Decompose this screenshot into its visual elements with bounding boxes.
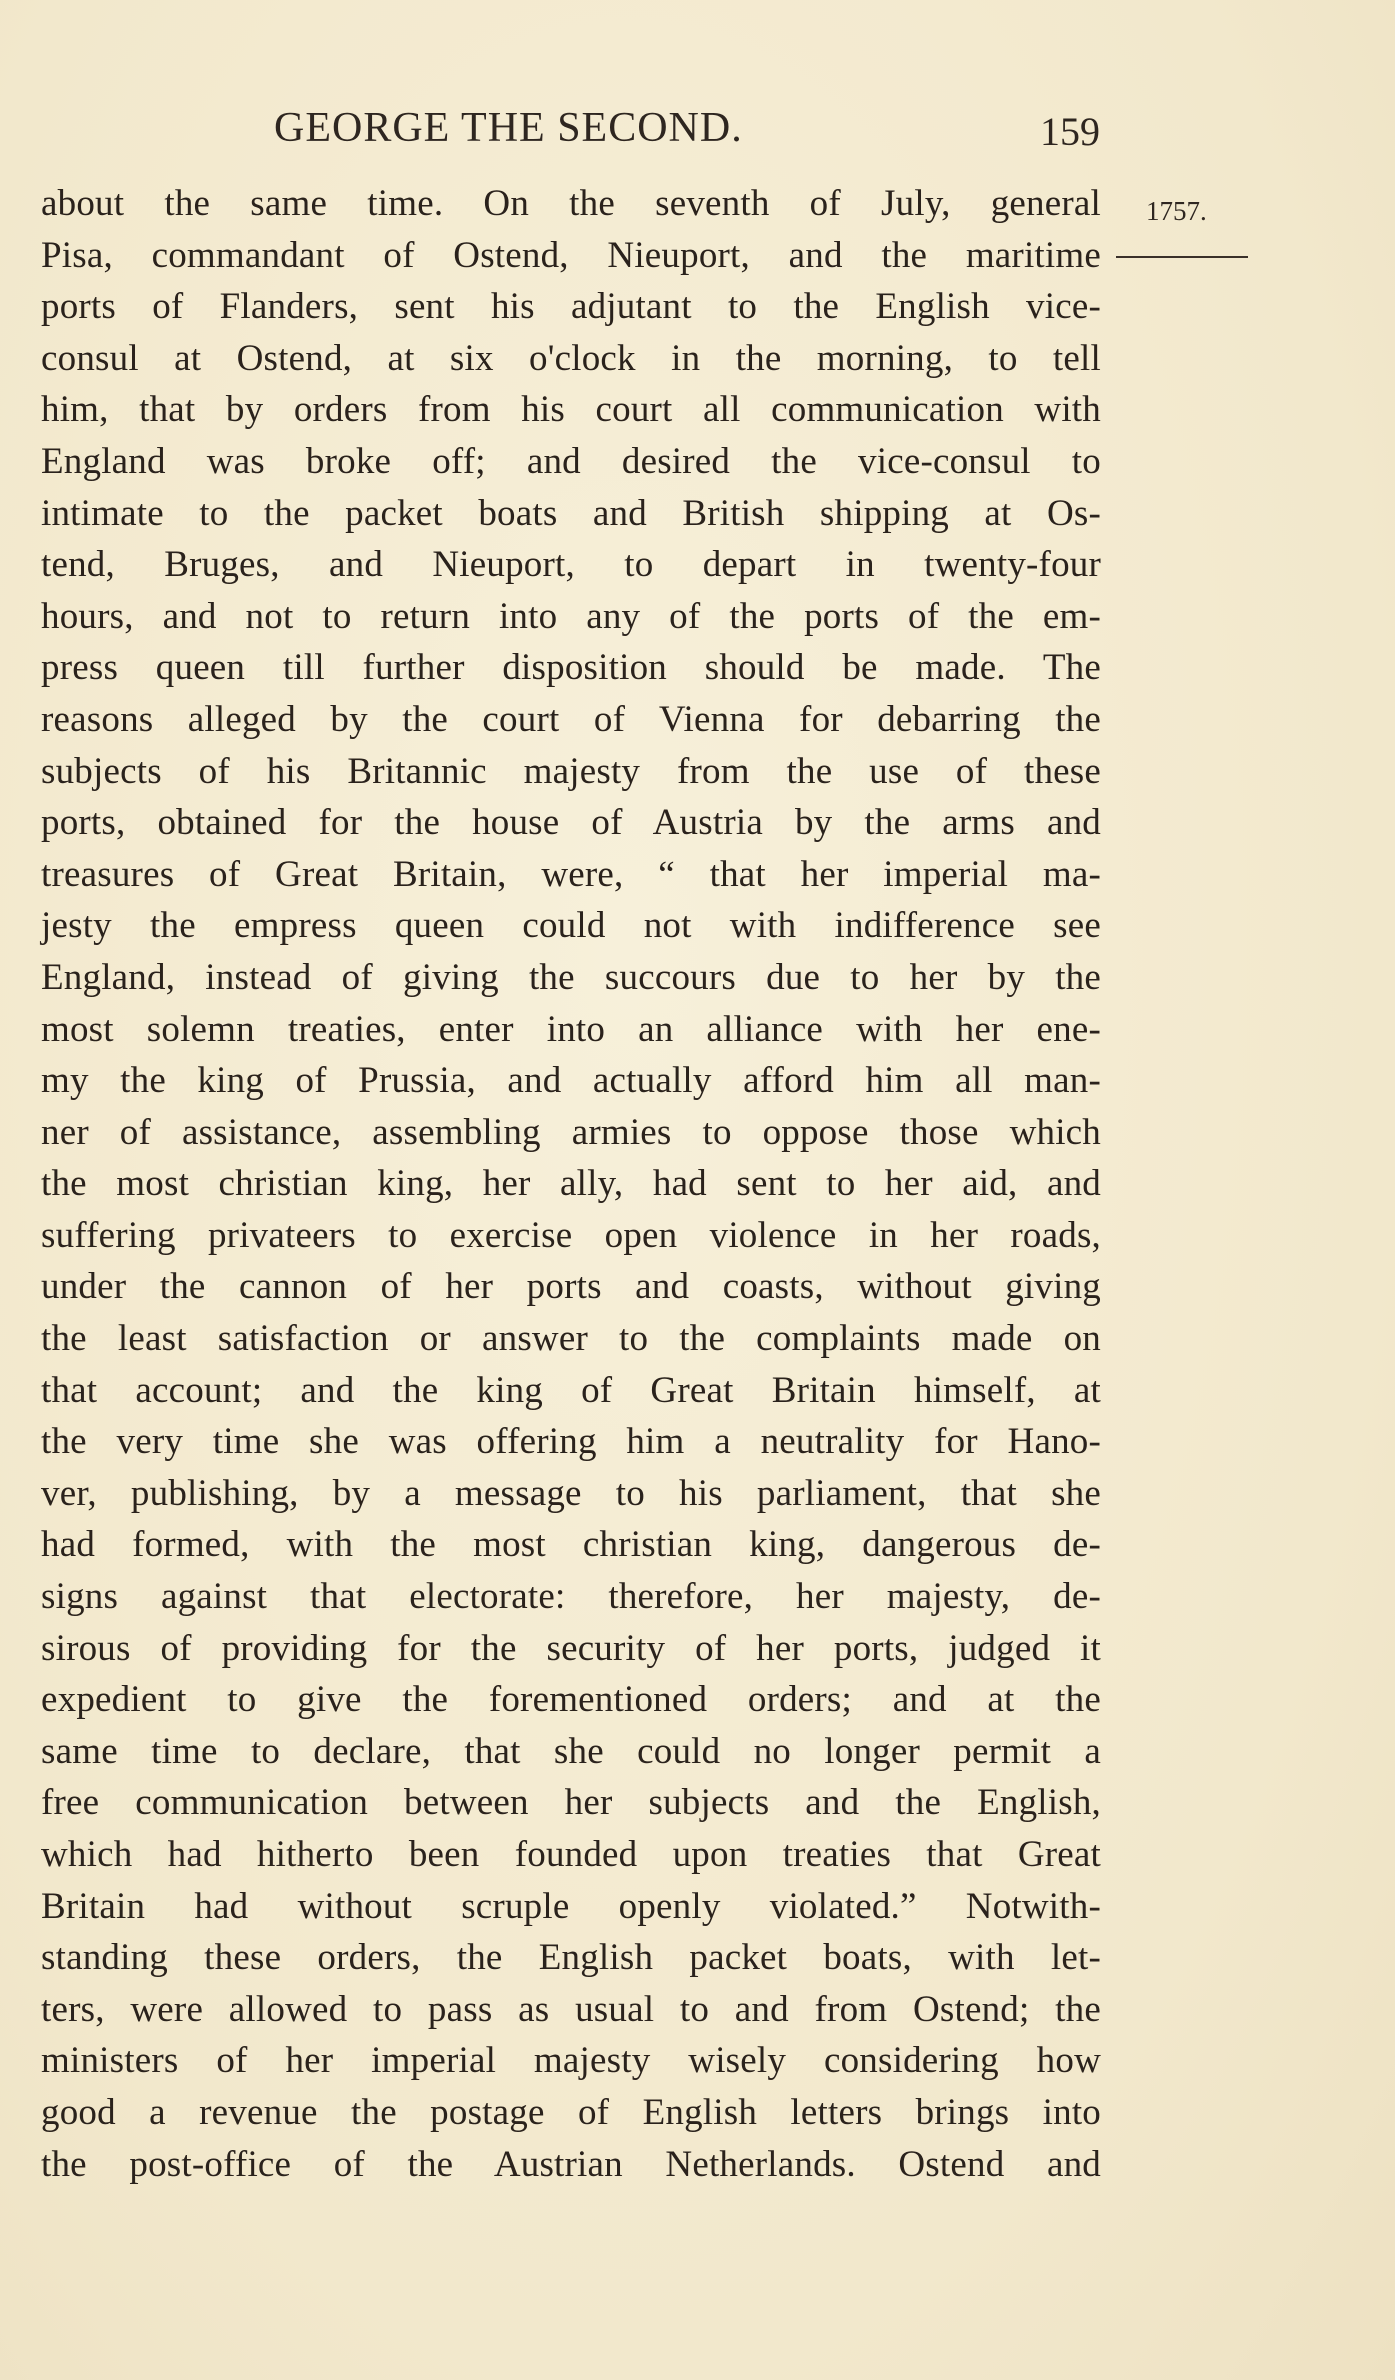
running-head bbox=[270, 104, 1100, 164]
margin-year: 1757. bbox=[1146, 196, 1207, 226]
text-line: had formed, with the most christian king, dangerous de- bbox=[41, 1524, 1101, 1566]
text-line: jesty the empress queen could not with indifference see bbox=[41, 905, 1101, 947]
text-line: subjects of his Britannic majesty from the use of these bbox=[41, 750, 1101, 792]
text-line: signs against that electorate: therefore, her majesty, de- bbox=[41, 1576, 1101, 1618]
text-line: good a revenue the postage of English letters brings into bbox=[41, 2091, 1101, 2133]
text-line: tend, Bruges, and Nieuport, to depart in twenty-four bbox=[41, 544, 1101, 586]
text-line: ver, publishing, by a message to his parliament, that she bbox=[41, 1472, 1101, 1514]
text-line: under the cannon of her ports and coasts, without giving bbox=[41, 1266, 1101, 1308]
page-number: 159 bbox=[1040, 109, 1100, 154]
text-line: about the same time. On the seventh of July, general bbox=[41, 183, 1101, 224]
text-line: the very time she was offering him a neutrality for Hano- bbox=[41, 1421, 1101, 1463]
body-text bbox=[41, 178, 1101, 2190]
text-line: England, instead of giving the succours due to her by the bbox=[41, 956, 1101, 998]
text-line: suffering privateers to exercise open violence in her roads, bbox=[41, 1214, 1101, 1256]
text-line: the least satisfaction or answer to the complaints made on bbox=[41, 1318, 1101, 1360]
text-line: ports of Flanders, sent his adjutant to the English vice- bbox=[41, 286, 1101, 328]
text-line: ministers of her imperial majesty wisely considering how bbox=[41, 2040, 1101, 2082]
text-line: reasons alleged by the court of Vienna for debarring the bbox=[41, 698, 1101, 740]
text-line: my the king of Prussia, and actually afford him all man- bbox=[41, 1060, 1101, 1102]
margin-note bbox=[1146, 196, 1246, 227]
text-line: free communication between her subjects and the English, bbox=[41, 1782, 1101, 1824]
text-line: sirous of providing for the security of her ports, judged it bbox=[41, 1627, 1101, 1669]
text-line: same time to declare, that she could no longer permit a bbox=[41, 1730, 1101, 1772]
text-line: Britain had without scruple openly violated.” Notwith- bbox=[41, 1885, 1101, 1927]
text-line: hours, and not to return into any of the ports of the em- bbox=[41, 595, 1101, 637]
text-line: expedient to give the forementioned orders; and at the bbox=[41, 1679, 1101, 1721]
text-line: intimate to the packet boats and British shipping at Os- bbox=[41, 492, 1101, 534]
text-line: that account; and the king of Great Britain himself, at bbox=[41, 1369, 1101, 1411]
text-line: the post-office of the Austrian Netherlands. Ostend and bbox=[41, 2143, 1101, 2185]
text-line: England was broke off; and desired the vice-consul to bbox=[41, 440, 1101, 482]
running-title: GEORGE THE SECOND. bbox=[274, 105, 743, 151]
text-line: ters, were allowed to pass as usual to and from Ostend; the bbox=[41, 1988, 1101, 2030]
text-line: consul at Ostend, at six o'clock in the morning, to tell bbox=[41, 337, 1101, 379]
text-line: him, that by orders from his court all communication with bbox=[41, 389, 1101, 431]
text-line: press queen till further disposition should be made. The bbox=[41, 647, 1101, 689]
margin-rule bbox=[1116, 256, 1248, 258]
text-line: standing these orders, the English packet boats, with let- bbox=[41, 1937, 1101, 1979]
text-line: ner of assistance, assembling armies to oppose those which bbox=[41, 1111, 1101, 1153]
text-line: treasures of Great Britain, were, “ that her imperial ma- bbox=[41, 853, 1101, 895]
text-line: which had hitherto been founded upon treaties that Great bbox=[41, 1834, 1101, 1875]
text-line: the most christian king, her ally, had sent to her aid, and bbox=[41, 1163, 1101, 1205]
text-line: ports, obtained for the house of Austria by the arms and bbox=[41, 802, 1101, 844]
text-line: most solemn treaties, enter into an alliance with her ene- bbox=[41, 1008, 1101, 1050]
text-line: Pisa, commandant of Ostend, Nieuport, and the maritime bbox=[41, 234, 1101, 276]
